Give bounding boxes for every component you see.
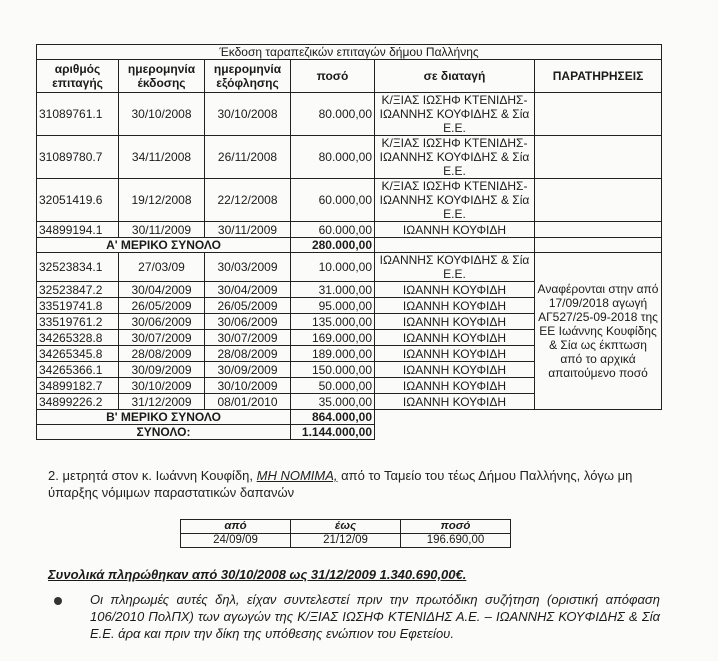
issue-date: 30/04/2009 [119, 282, 205, 298]
payee: Κ/ΞΙΑΣ ΙΩΣΗΦ ΚΤΕΝΙΔΗΣ- ΙΩΑΝΝΗΣ ΚΟΥΦΙΔΗΣ & Σία Ε.Ε. [375, 179, 535, 222]
payment-date: 28/08/2009 [205, 346, 291, 362]
amount: 35.000,00 [291, 394, 375, 410]
cash-header-to: έως [291, 520, 401, 534]
subtotal-b-label: Β' ΜΕΡΙΚΟ ΣΥΝΟΛΟ [37, 410, 291, 425]
header-payment-date: ημερομηνία εξόφλησης [205, 60, 291, 93]
table-row [37, 93, 662, 136]
amount: 50.000,00 [291, 378, 375, 394]
subtotal-a-label: Α' ΜΕΡΙΚΟ ΣΥΝΟΛΟ [37, 238, 291, 253]
remarks-cell [535, 93, 662, 136]
total-value: 1.144.000,00 [291, 425, 375, 440]
remarks-cell [535, 136, 662, 179]
bullet-paragraph: Οι πληρωμές αυτές δηλ, είχαν συντελεστεί πριν την πρωτόδικη συζήτηση (οριστική απόφαση 106/2010 ΠολΠΧ) των αγωγών της Κ/ΞΙΑΣ ΙΩΣΗΦ ΚΤΕΝΙΔΗΣ Α.Ε. – ΙΩΑΝΝΗΣ ΚΟΥΦΙΔΗΣ & Σία Ε.Ε. άρα και πριν την δίκη της υπόθεσης ενώπιον του Εφετείου. [90, 592, 660, 641]
payment-date: 30/11/2009 [205, 222, 291, 238]
table-row [37, 253, 662, 282]
issue-date: 26/05/2009 [119, 298, 205, 314]
check-number: 31089761.1 [37, 93, 119, 136]
payee: ΙΩΑΝΝΗ ΚΟΥΦΙΔΗ [375, 298, 535, 314]
issue-date: 30/09/2009 [119, 362, 205, 378]
cash-payments-table [180, 519, 511, 548]
payee: ΙΩΑΝΝΗ ΚΟΥΦΙΔΗ [375, 222, 535, 238]
payee: ΙΩΑΝΝΗ ΚΟΥΦΙΔΗ [375, 346, 535, 362]
issue-date: 30/10/2008 [119, 93, 205, 136]
cash-amount: 196.690,00 [401, 534, 511, 548]
check-number: 34899182.7 [37, 378, 119, 394]
check-number: 32523834.1 [37, 253, 119, 282]
cash-table-header [181, 520, 511, 534]
amount: 10.000,00 [291, 253, 375, 282]
issue-date: 34/11/2008 [119, 136, 205, 179]
subtotal-b-value: 864.000,00 [291, 410, 375, 425]
issue-date: 30/06/2009 [119, 314, 205, 330]
remarks-cell [535, 222, 662, 238]
payee: ΙΩΑΝΝΗ ΚΟΥΦΙΔΗ [375, 330, 535, 346]
amount: 169.000,00 [291, 330, 375, 346]
not-legal-emphasis: ΜΗ ΝΟΜΙΜΑ, [256, 468, 338, 483]
paragraph-2: 2. μετρητά στον κ. Ιωάννη Κουφίδη, ΜΗ ΝΟΜΙΜΑ, από το Ταμείο του τέως Δήμου Παλλήνης, λόγω μη ύπαρξης νόμιμων παραστατικών δαπανών [48, 468, 633, 500]
header-payee: σε διαταγή [375, 60, 535, 93]
check-number: 31089780.7 [37, 136, 119, 179]
amount: 60.000,00 [291, 179, 375, 222]
issue-date: 30/11/2009 [119, 222, 205, 238]
total-row [37, 425, 662, 440]
header-remarks: ΠΑΡΑΤΗΡΗΣΕΙΣ [535, 60, 662, 93]
table-row [37, 179, 662, 222]
payment-date: 30/10/2008 [205, 93, 291, 136]
payment-date: 30/06/2009 [205, 314, 291, 330]
grand-total-line: Συνολικά πληρώθηκαν από 30/10/2008 ως 31/12/2009 1.340.690,00€. [48, 567, 467, 582]
payment-date: 26/11/2008 [205, 136, 291, 179]
subtotal-b-row [37, 410, 662, 425]
payee: ΙΩΑΝΝΗ ΚΟΥΦΙΔΗ [375, 394, 535, 410]
amount: 60.000,00 [291, 222, 375, 238]
table-title: Έκδοση ταραπεζικών επιταγών δήμου Παλλήνης [37, 45, 662, 60]
check-number: 34899226.2 [37, 394, 119, 410]
amount: 80.000,00 [291, 136, 375, 179]
payment-date: 26/05/2009 [205, 298, 291, 314]
bullet-icon [54, 597, 62, 605]
check-number: 34265345.8 [37, 346, 119, 362]
checks-table [36, 44, 662, 440]
amount: 95.000,00 [291, 298, 375, 314]
amount: 150.000,00 [291, 362, 375, 378]
cash-table-row [181, 534, 511, 548]
issue-date: 19/12/2008 [119, 179, 205, 222]
amount: 80.000,00 [291, 93, 375, 136]
payment-date: 30/10/2009 [205, 378, 291, 394]
payee: Κ/ΞΙΑΣ ΙΩΣΗΦ ΚΤΕΝΙΔΗΣ- ΙΩΑΝΝΗΣ ΚΟΥΦΙΔΗΣ & Σία Ε.Ε. [375, 93, 535, 136]
amount: 189.000,00 [291, 346, 375, 362]
payment-date: 22/12/2008 [205, 179, 291, 222]
header-issue-date: ημερομηνία έκδοσης [119, 60, 205, 93]
payment-date: 30/07/2009 [205, 330, 291, 346]
cash-to-date: 21/12/09 [291, 534, 401, 548]
header-check-number: αριθμός επιταγής [37, 60, 119, 93]
table-title-row [37, 45, 662, 60]
check-number: 34899194.1 [37, 222, 119, 238]
payment-date: 08/01/2010 [205, 394, 291, 410]
issue-date: 27/03/09 [119, 253, 205, 282]
header-amount: ποσό [291, 60, 375, 93]
cash-header-from: από [181, 520, 291, 534]
payee: ΙΩΑΝΝΗ ΚΟΥΦΙΔΗ [375, 314, 535, 330]
table-row [37, 222, 662, 238]
issue-date: 28/08/2009 [119, 346, 205, 362]
cash-header-amount: ποσό [401, 520, 511, 534]
check-number: 32523847.2 [37, 282, 119, 298]
check-number: 34265366.1 [37, 362, 119, 378]
issue-date: 30/07/2009 [119, 330, 205, 346]
subtotal-a-row [37, 238, 662, 253]
table-row [37, 136, 662, 179]
group-b-rows [37, 253, 662, 410]
payee: ΙΩΑΝΝΗ ΚΟΥΦΙΔΗ [375, 282, 535, 298]
payee: Κ/ΞΙΑΣ ΙΩΣΗΦ ΚΤΕΝΙΔΗΣ- ΙΩΑΝΝΗΣ ΚΟΥΦΙΔΗΣ & Σία Ε.Ε. [375, 136, 535, 179]
total-label: ΣΥΝΟΛΟ: [37, 425, 291, 440]
amount: 135.000,00 [291, 314, 375, 330]
check-number: 34265328.8 [37, 330, 119, 346]
subtotal-a-value: 280.000,00 [291, 238, 375, 253]
remarks-cell [535, 179, 662, 222]
payment-date: 30/04/2009 [205, 282, 291, 298]
payee: ΙΩΑΝΝΗ ΚΟΥΦΙΔΗ [375, 362, 535, 378]
check-number: 32051419.6 [37, 179, 119, 222]
check-number: 33519741.8 [37, 298, 119, 314]
issue-date: 31/12/2009 [119, 394, 205, 410]
remarks-group-b: Αναφέρονται στην από 17/09/2018 αγωγή ΑΓ527/25-09-2018 της ΕΕ Ιωάννης Κουφίδης & Σία ως έκπτωση από το αρχικά απαιτούμενο ποσό [535, 253, 662, 410]
payee: ΙΩΑΝΝΗ ΚΟΥΦΙΔΗ [375, 378, 535, 394]
payment-date: 30/09/2009 [205, 362, 291, 378]
cash-from-date: 24/09/09 [181, 534, 291, 548]
group-a-rows [37, 93, 662, 238]
payment-date: 30/03/2009 [205, 253, 291, 282]
amount: 31.000,00 [291, 282, 375, 298]
check-number: 33519761.2 [37, 314, 119, 330]
issue-date: 30/10/2009 [119, 378, 205, 394]
payee: ΙΩΑΝΝΗΣ ΚΟΥΦΙΔΗΣ & Σία Ε.Ε. [375, 253, 535, 282]
table-header-row [37, 60, 662, 93]
